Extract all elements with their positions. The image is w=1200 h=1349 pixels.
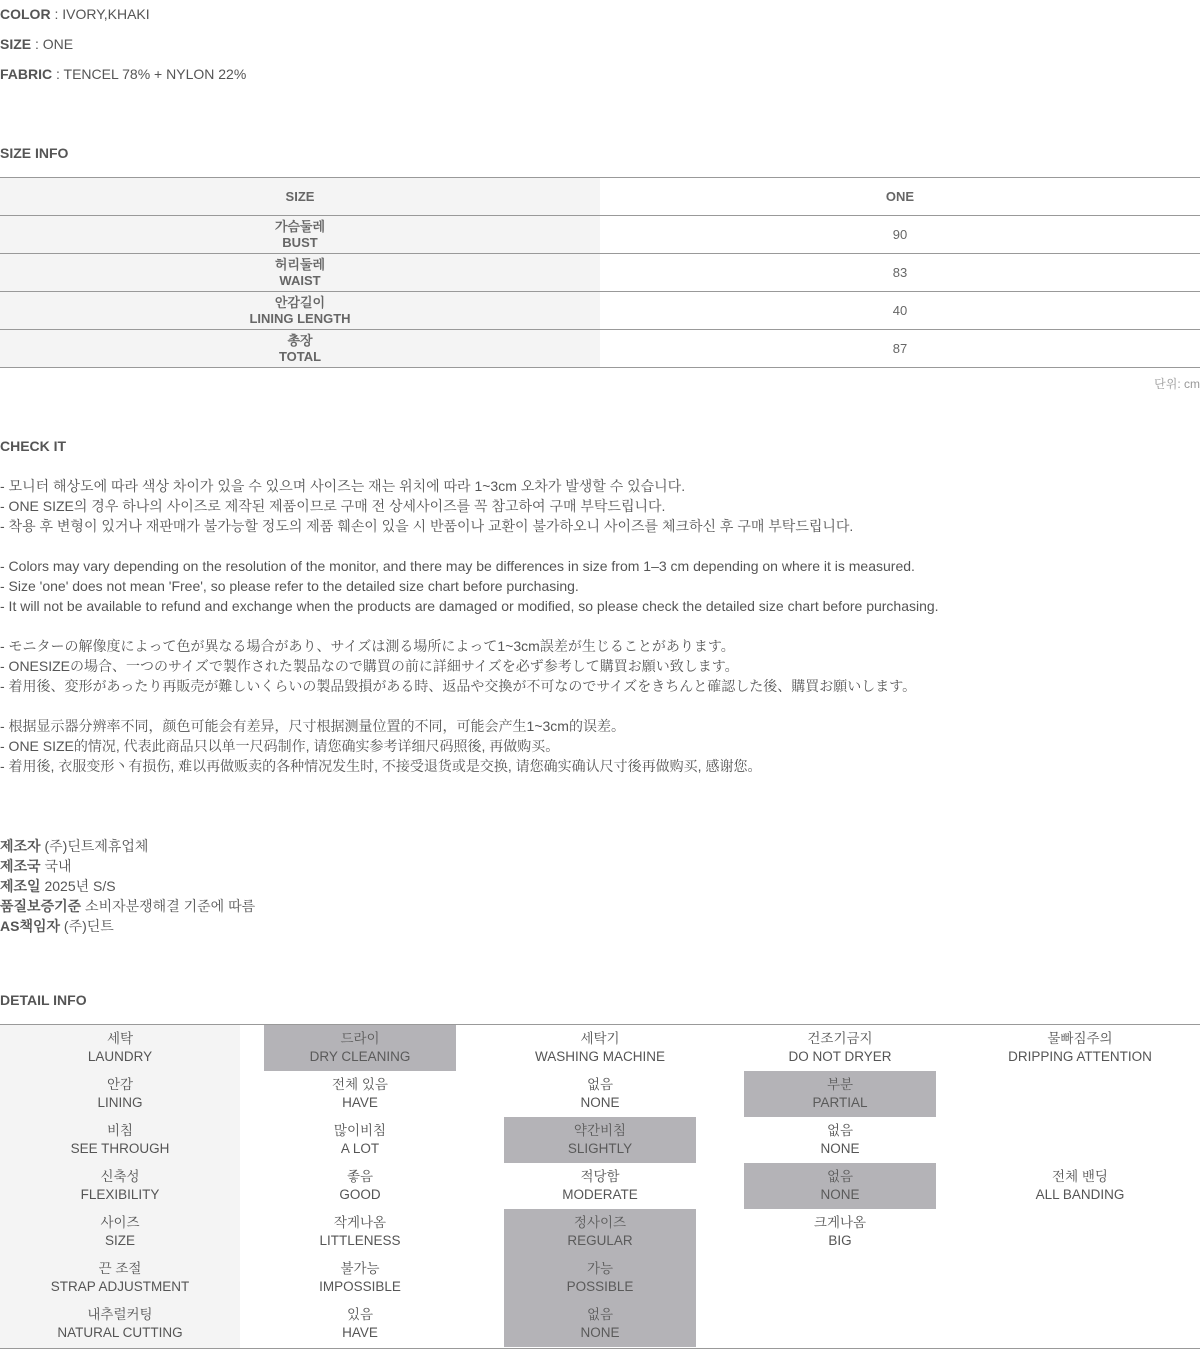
detail-row-label xyxy=(24,1163,216,1209)
detail-option-ko: 없음 xyxy=(586,1077,614,1092)
detail-option xyxy=(744,1117,936,1163)
detail-option-en: DRY CLEANING xyxy=(309,1049,411,1064)
detail-label-en: FLEXIBILITY xyxy=(80,1187,160,1202)
detail-label-ko: 세탁 xyxy=(106,1031,134,1046)
detail-option-selected xyxy=(504,1255,696,1301)
detail-option-en: NONE xyxy=(820,1187,860,1202)
size-table-row xyxy=(0,292,1200,330)
detail-option-en: REGULAR xyxy=(567,1233,633,1248)
maker-label: 제조자 xyxy=(0,838,41,854)
detail-label-en: STRAP ADJUSTMENT xyxy=(50,1279,190,1294)
detail-option-ko: 없음 xyxy=(586,1307,614,1322)
detail-option xyxy=(264,1301,456,1347)
note-spacer xyxy=(0,536,939,556)
maker-value: 소비자분쟁해결 기준에 따름 xyxy=(81,898,256,914)
maker-label: 품질보증기준 xyxy=(0,898,82,914)
detail-option-en: ALL BANDING xyxy=(1035,1187,1125,1202)
maker-value: 국내 xyxy=(40,858,72,874)
size-label: SIZE xyxy=(0,36,32,52)
detail-label-ko: 비침 xyxy=(106,1123,134,1138)
size-table-header-right: ONE xyxy=(885,189,915,204)
detail-option-en: NONE xyxy=(580,1325,620,1340)
detail-row-label xyxy=(24,1301,216,1347)
measure-label-ko: 가슴둘레 xyxy=(274,218,326,234)
size-table-header-left: SIZE xyxy=(0,178,600,215)
detail-option xyxy=(264,1071,456,1117)
size-table-row xyxy=(0,330,1200,368)
detail-option-selected xyxy=(504,1301,696,1347)
detail-option-en: WASHING MACHINE xyxy=(534,1049,665,1064)
detail-option-ko: 전체 있음 xyxy=(332,1077,388,1092)
measure-label-en: LINING LENGTH xyxy=(249,310,351,326)
detail-option-selected xyxy=(744,1071,936,1117)
maker-label: AS책임자 xyxy=(0,918,61,934)
size-table-row xyxy=(0,254,1200,292)
size-spec xyxy=(0,36,73,52)
note-line: - ONE SIZE的情况, 代表此商品只以单一尺码制作, 请您确实参考详细尺码照後, 再做购买。 xyxy=(0,738,560,754)
fabric-spec xyxy=(0,66,246,82)
measure-label-ko: 총장 xyxy=(287,332,313,348)
detail-row-label xyxy=(24,1071,216,1117)
detail-option xyxy=(264,1163,456,1209)
detail-row-label xyxy=(24,1255,216,1301)
detail-option-ko: 불가능 xyxy=(340,1261,380,1276)
detail-option-ko: 드라이 xyxy=(340,1031,380,1046)
detail-grid xyxy=(0,1024,1200,1349)
detail-row-label xyxy=(24,1025,216,1071)
detail-label-ko: 내추럴커팅 xyxy=(87,1307,153,1322)
detail-option-en: A LOT xyxy=(340,1141,380,1156)
detail-option-ko: 많이비침 xyxy=(333,1123,387,1138)
note-line: - 根据显示器分辨率不同，颜色可能会有差异，尺寸根据测量位置的不同，可能会产生1~3cm的误差。 xyxy=(0,718,625,734)
detail-option-ko: 크게나옴 xyxy=(813,1215,867,1230)
note-line: - モニターの解像度によって色が異なる場合があり、サイズは測る場所によって1~3cm誤差が生じることがあります。 xyxy=(0,638,735,654)
check-it-notes xyxy=(0,476,939,776)
check-it-title: CHECK IT xyxy=(0,438,67,454)
size-info-title: SIZE INFO xyxy=(0,145,69,161)
detail-label-ko: 사이즈 xyxy=(100,1215,140,1230)
detail-label-en: NATURAL CUTTING xyxy=(57,1325,183,1340)
detail-option xyxy=(504,1163,696,1209)
note-line: - Colors may vary depending on the resolution of the monitor, and there may be differences in size from 1–3 cm depending on where it is measured. xyxy=(0,558,915,574)
note-line: - ONE SIZE의 경우 하나의 사이즈로 제작된 제품이므로 구매 전 상세사이즈를 꼭 참고하여 구매 부탁드립니다. xyxy=(0,498,666,514)
detail-label-en: SIZE xyxy=(104,1233,135,1248)
measure-value: 83 xyxy=(892,265,908,280)
note-line: - Size 'one' does not mean 'Free', so please refer to the detailed size chart before purchasing. xyxy=(0,578,579,594)
maker-line xyxy=(0,876,255,896)
unit-note: 단위: cm xyxy=(1154,377,1200,391)
measure-label-ko: 허리둘레 xyxy=(274,256,326,272)
note-line: - 着用後、変形があったり再販売が難しいくらいの製品毀損がある時、返品や交換が不可なのでサイズをきちんと確認した後、購買お願いします。 xyxy=(0,678,917,694)
detail-option-ko: 물빠짐주의 xyxy=(1047,1031,1113,1046)
detail-option-ko: 가능 xyxy=(586,1261,614,1276)
note-line: - 모니터 해상도에 따라 색상 차이가 있을 수 있으며 사이즈는 재는 위치에 따라 1~3cm 오차가 발생할 수 있습니다. xyxy=(0,478,686,494)
measure-label-en: BUST xyxy=(282,234,318,250)
fabric-label: FABRIC xyxy=(0,66,53,82)
maker-line xyxy=(0,836,255,856)
maker-label: 제조국 xyxy=(0,858,41,874)
note-line: - 着用後, 衣服变形丶有损伤, 难以再做贩卖的各种情况发生时, 不接受退货或是交换, 请您确实确认尺寸後再做购买, 感谢您。 xyxy=(0,758,762,774)
detail-option xyxy=(984,1025,1176,1071)
maker-value: (주)딘트제휴업체 xyxy=(40,838,149,854)
detail-row-label xyxy=(24,1209,216,1255)
note-spacer xyxy=(0,696,939,716)
detail-option-ko: 좋음 xyxy=(346,1169,374,1184)
fabric-value: : TENCEL 78% + NYLON 22% xyxy=(52,66,247,82)
detail-option-en: HAVE xyxy=(342,1325,378,1340)
detail-option-ko: 정사이즈 xyxy=(573,1215,627,1230)
detail-option xyxy=(264,1209,456,1255)
detail-label-en: LINING xyxy=(97,1095,143,1110)
detail-option-en: NONE xyxy=(820,1141,860,1156)
detail-option-en: GOOD xyxy=(339,1187,381,1202)
detail-option xyxy=(264,1255,456,1301)
measure-label xyxy=(0,216,600,253)
note-line: - 착용 후 변형이 있거나 재판매가 불가능할 정도의 제품 훼손이 있을 시 반품이나 교환이 불가하오니 사이즈를 체크하신 후 구매 부탁드립니다. xyxy=(0,518,854,534)
detail-option-en: LITTLENESS xyxy=(319,1233,401,1248)
detail-option-selected xyxy=(264,1025,456,1071)
detail-option-ko: 부분 xyxy=(826,1077,854,1092)
detail-option-en: SLIGHTLY xyxy=(567,1141,633,1156)
detail-option-ko: 전체 밴딩 xyxy=(1052,1169,1108,1184)
maker-line xyxy=(0,856,255,876)
detail-label-en: LAUNDRY xyxy=(87,1049,153,1064)
note-line: - ONESIZEの場合、一つのサイズで製作された製品なので購買の前に詳細サイズを必ず参考して購買お願い致します。 xyxy=(0,658,739,674)
detail-option-selected xyxy=(744,1163,936,1209)
detail-label-ko: 끈 조절 xyxy=(98,1261,142,1276)
measure-label-en: TOTAL xyxy=(278,348,322,364)
detail-option xyxy=(744,1209,936,1255)
detail-option-ko: 세탁기 xyxy=(580,1031,620,1046)
detail-option-en: MODERATE xyxy=(562,1187,638,1202)
detail-option-ko: 없음 xyxy=(826,1123,854,1138)
measure-label-ko: 안감길이 xyxy=(274,294,326,310)
detail-option-ko: 없음 xyxy=(826,1169,854,1184)
detail-option-en: HAVE xyxy=(342,1095,378,1110)
note-spacer xyxy=(0,616,939,636)
detail-option-en: BIG xyxy=(828,1233,852,1248)
detail-row-label xyxy=(24,1117,216,1163)
size-table xyxy=(0,177,1200,368)
measure-value: 90 xyxy=(892,227,908,242)
detail-option-en: PARTIAL xyxy=(812,1095,868,1110)
color-spec xyxy=(0,6,150,22)
detail-option xyxy=(984,1163,1176,1209)
detail-info-title: DETAIL INFO xyxy=(0,992,87,1008)
detail-label-en: SEE THROUGH xyxy=(70,1141,170,1156)
measure-label xyxy=(0,254,600,291)
detail-option-en: DO NOT DRYER xyxy=(788,1049,892,1064)
detail-option-selected xyxy=(504,1209,696,1255)
maker-value: (주)딘트 xyxy=(60,918,114,934)
measure-value: 87 xyxy=(892,341,908,356)
detail-option xyxy=(504,1071,696,1117)
detail-option-en: DRIPPING ATTENTION xyxy=(1008,1049,1152,1064)
detail-option-ko: 건조기금지 xyxy=(807,1031,873,1046)
measure-value: 40 xyxy=(892,303,908,318)
maker-value: 2025년 S/S xyxy=(40,878,116,894)
detail-option-ko: 있음 xyxy=(346,1307,374,1322)
color-value: : IVORY,KHAKI xyxy=(50,6,150,22)
detail-option xyxy=(744,1025,936,1071)
color-label: COLOR xyxy=(0,6,51,22)
measure-label-en: WAIST xyxy=(279,272,321,288)
detail-label-ko: 안감 xyxy=(106,1077,134,1092)
detail-option-en: IMPOSSIBLE xyxy=(319,1279,401,1294)
maker-label: 제조일 xyxy=(0,878,41,894)
detail-label-ko: 신축성 xyxy=(100,1169,140,1184)
size-table-header xyxy=(0,178,1200,216)
size-table-row xyxy=(0,216,1200,254)
detail-option-ko: 약간비침 xyxy=(573,1123,627,1138)
detail-option-en: NONE xyxy=(580,1095,620,1110)
maker-info xyxy=(0,836,255,936)
detail-option-en: POSSIBLE xyxy=(566,1279,634,1294)
measure-label xyxy=(0,330,600,367)
measure-label xyxy=(0,292,600,329)
detail-option-ko: 작게나옴 xyxy=(333,1215,387,1230)
maker-line xyxy=(0,916,255,936)
note-line: - It will not be available to refund and exchange when the products are damaged or modified, so please check the detailed size chart before purchasing. xyxy=(0,598,939,614)
size-value: : ONE xyxy=(31,36,74,52)
maker-line xyxy=(0,896,255,916)
detail-option xyxy=(264,1117,456,1163)
detail-option xyxy=(504,1025,696,1071)
detail-option-ko: 적당함 xyxy=(580,1169,620,1184)
detail-option-selected xyxy=(504,1117,696,1163)
